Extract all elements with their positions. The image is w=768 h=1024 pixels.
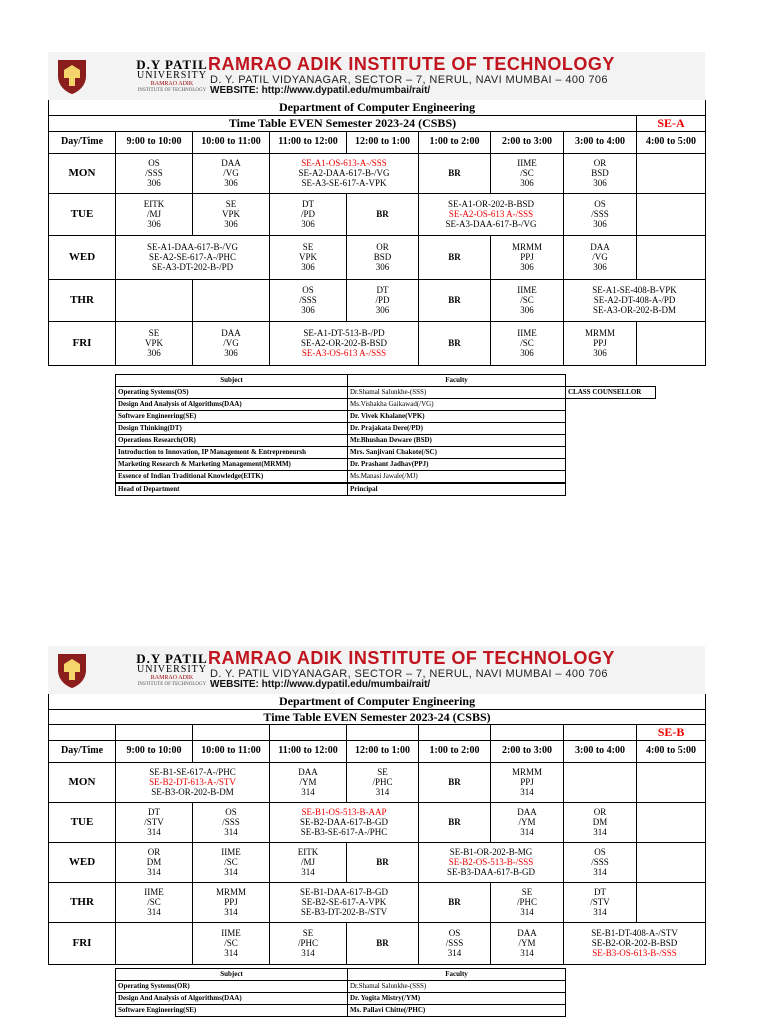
empty-cell — [637, 882, 706, 922]
institute-name: RAMRAO ADIK INSTITUTE OF TECHNOLOGY — [208, 648, 615, 668]
subject-name: Introduction to Innovation, IP Management & Entrepreneursh — [116, 447, 348, 459]
class-cell: DT /PD 306 — [347, 279, 419, 321]
class-cell: OR DM 314 — [116, 842, 193, 882]
section-label: SE-A — [637, 115, 706, 131]
subject-name: Operating Systems(OS) — [116, 387, 348, 399]
timetable-sheet-a — [48, 52, 705, 366]
timetable-grid — [48, 694, 706, 965]
timetable-title: Time Table EVEN Semester 2023-24 (CSBS) — [49, 115, 637, 131]
header-cell: 1:00 to 2:00 — [419, 740, 491, 762]
class-cell: IIME /SC 306 — [491, 321, 564, 365]
university-wordmark: D.Y PATIL UNIVERSITY RAMRAO ADIK INSTITUTE OF TECHNOLOGY — [136, 651, 208, 687]
batch-cell: SE-B1-OR-202-B-MG SE-B2-OS-513-B-/SSS SE-B3-DAA-617-B-GD — [419, 842, 564, 882]
header-cell: 11:00 to 12:00 — [270, 740, 347, 762]
class-cell: OS /SSS 306 — [564, 193, 637, 235]
day-label: WED — [49, 842, 116, 882]
class-cell: OS /SSS 314 — [193, 802, 270, 842]
class-cell: OR BSD 306 — [347, 235, 419, 279]
header-cell: 1:00 to 2:00 — [419, 131, 491, 153]
timetable-title: Time Table EVEN Semester 2023-24 (CSBS) — [49, 709, 706, 724]
batch-cell: SE-B1-DAA-617-B-GD SE-B2-SE-617-A-VPK SE-B3-DT-202-B-/STV — [270, 882, 419, 922]
header-cell: 11:00 to 12:00 — [270, 131, 347, 153]
class-cell: IIME /SC 314 — [116, 882, 193, 922]
class-cell: OS /SSS 314 — [564, 842, 637, 882]
break-cell: BR — [419, 321, 491, 365]
class-cell: SE /PHC 314 — [491, 882, 564, 922]
class-cell: DAA /YM 314 — [270, 762, 347, 802]
university-crest-icon — [52, 650, 92, 690]
class-cell: IIME /SC 314 — [193, 922, 270, 964]
header-cell: 12:00 to 1:00 — [347, 740, 419, 762]
header-cell: 3:00 to 4:00 — [564, 740, 637, 762]
break-cell: BR — [347, 842, 419, 882]
batch-cell: SE-A1-OR-202-B-BSD SE-A2-OS-613 A-/SSS SE-A3-DAA-617-B-/VG — [419, 193, 564, 235]
faculty-name: Ms.Vishakha Gaikawad(/VG) — [348, 399, 566, 411]
institute-banner — [48, 646, 705, 694]
faculty-name: Mrs. Sanjivani Chakote(/SC) — [348, 447, 566, 459]
class-cell: DT /PD 306 — [270, 193, 347, 235]
batch-cell: SE-B1-DT-408-A-/STV SE-B2-OR-202-B-BSD SE-B3-OS-613-B-/SSS — [564, 922, 706, 964]
batch-cell: SE-A1-DT-513-B-/PD SE-A2-OR-202-B-BSD SE-A3-OS-613 A-/SSS — [270, 321, 419, 365]
empty-cell — [116, 279, 193, 321]
subject-name: Design Thinking(DT) — [116, 423, 348, 435]
subject-name: Software Engineering(SE) — [116, 411, 348, 423]
batch-cell: SE-A1-OS-613-A-/SSS SE-A2-DAA-617-B-/VG SE-A3-SE-617-A-VPK — [270, 153, 419, 193]
subject-faculty-table-a — [115, 374, 656, 496]
class-cell: MRMM PPJ 306 — [491, 235, 564, 279]
section-label: SE-B — [637, 724, 706, 740]
header-cell: 4:00 to 5:00 — [637, 131, 706, 153]
subject-header: Subject — [116, 969, 348, 981]
class-cell: MRMM PPJ 314 — [193, 882, 270, 922]
batch-cell: SE-B1-OS-513-B-AAP SE-B2-DAA-617-B-GD SE-B3-SE-617-A-/PHC — [270, 802, 419, 842]
break-cell: BR — [419, 802, 491, 842]
header-cell: 3:00 to 4:00 — [564, 131, 637, 153]
header-cell: 12:00 to 1:00 — [347, 131, 419, 153]
subject-faculty-table-b — [115, 968, 566, 1017]
header-cell: 2:00 to 3:00 — [491, 131, 564, 153]
class-cell: OS /SSS 306 — [116, 153, 193, 193]
class-cell: DAA /VG 306 — [564, 235, 637, 279]
header-cell: Day/Time — [49, 131, 116, 153]
break-cell: BR — [419, 235, 491, 279]
day-label: MON — [49, 762, 116, 802]
batch-cell: SE-A1-DAA-617-B-/VG SE-A2-SE-617-A-/PHC SE-A3-DT-202-B-/PD — [116, 235, 270, 279]
class-cell: SE /PHC 314 — [347, 762, 419, 802]
institute-website: WEBSITE: http://www.dypatil.edu/mumbai/rait/ — [210, 85, 431, 96]
day-label: WED — [49, 235, 116, 279]
empty-cell — [564, 762, 637, 802]
institute-name: RAMRAO ADIK INSTITUTE OF TECHNOLOGY — [208, 54, 615, 74]
class-cell: SE VPK 306 — [270, 235, 347, 279]
break-cell: BR — [419, 762, 491, 802]
principal-label: Principal — [348, 484, 566, 496]
header-cell: 10:00 to 11:00 — [193, 740, 270, 762]
subject-name: Software Engineering(SE) — [116, 1005, 348, 1017]
faculty-name: Dr.Shamal Salunkhe-(SSS) — [348, 387, 566, 399]
subject-name: Design And Analysis of Algorithms(DAA) — [116, 399, 348, 411]
header-cell: 9:00 to 10:00 — [116, 131, 193, 153]
subject-name: Essence of Indian Traditional Knowledge(EITK) — [116, 471, 348, 483]
batch-cell: SE-A1-SE-408-B-VPK SE-A2-DT-408-A-/PD SE-A3-OR-202-B-DM — [564, 279, 706, 321]
day-label: THR — [49, 882, 116, 922]
faculty-name: Dr. Vivek Khalane(VPK) — [348, 411, 566, 423]
day-label: FRI — [49, 922, 116, 964]
empty-cell — [116, 922, 193, 964]
faculty-name: Dr.Shamal Salunkhe-(SSS) — [348, 981, 566, 993]
header-cell: 2:00 to 3:00 — [491, 740, 564, 762]
subject-name: Marketing Research & Marketing Management(MRMM) — [116, 459, 348, 471]
institute-address: D. Y. PATIL VIDYANAGAR, SECTOR – 7, NERUL, NAVI MUMBAI – 400 706 — [210, 668, 608, 680]
subject-name: Operating Systems(OR) — [116, 981, 348, 993]
class-cell: SE VPK 306 — [116, 321, 193, 365]
header-cell: 9:00 to 10:00 — [116, 740, 193, 762]
empty-cell — [637, 842, 706, 882]
day-label: TUE — [49, 193, 116, 235]
department-title: Department of Computer Engineering — [49, 694, 706, 709]
institute-address: D. Y. PATIL VIDYANAGAR, SECTOR – 7, NERUL, NAVI MUMBAI – 400 706 — [210, 74, 608, 86]
university-wordmark: D.Y PATIL UNIVERSITY RAMRAO ADIK INSTITUTE OF TECHNOLOGY — [136, 57, 208, 93]
class-counsellor-label: CLASS COUNSELLOR — [566, 387, 656, 399]
break-cell: BR — [419, 882, 491, 922]
class-cell: IIME /SC 306 — [491, 153, 564, 193]
timetable-sheet-b — [48, 646, 705, 965]
institute-banner — [48, 52, 705, 100]
faculty-name: Ms. Pallavi Chitte(/PHC) — [348, 1005, 566, 1017]
class-cell: SE VPK 306 — [193, 193, 270, 235]
class-cell: DAA /VG 306 — [193, 153, 270, 193]
class-cell: DT /STV 314 — [564, 882, 637, 922]
empty-cell — [637, 153, 706, 193]
faculty-header: Faculty — [348, 375, 566, 387]
class-cell: OR DM 314 — [564, 802, 637, 842]
institute-website: WEBSITE: http://www.dypatil.edu/mumbai/rait/ — [210, 679, 431, 690]
day-label: MON — [49, 153, 116, 193]
class-cell: EITK /MJ 306 — [116, 193, 193, 235]
class-cell: EITK /MJ 314 — [270, 842, 347, 882]
break-cell: BR — [419, 153, 491, 193]
day-label: THR — [49, 279, 116, 321]
faculty-header: Faculty — [348, 969, 566, 981]
class-cell: OS /SSS 314 — [419, 922, 491, 964]
faculty-name: Dr. Prashant Jadhav(PPJ) — [348, 459, 566, 471]
day-label: FRI — [49, 321, 116, 365]
empty-cell — [193, 279, 270, 321]
subject-name: Operations Research(OR) — [116, 435, 348, 447]
class-cell: DAA /YM 314 — [491, 922, 564, 964]
timetable-grid — [48, 100, 706, 366]
faculty-name: Ms.Manasi Jawale(/MJ) — [348, 471, 566, 483]
faculty-name: Dr. Prajakata Dere(/PD) — [348, 423, 566, 435]
class-cell: MRMM PPJ 314 — [491, 762, 564, 802]
class-cell: IIME /SC 314 — [193, 842, 270, 882]
faculty-name: Mr.Bhushan Deware (BSD) — [348, 435, 566, 447]
break-cell: BR — [347, 193, 419, 235]
class-cell: MRMM PPJ 306 — [564, 321, 637, 365]
class-cell: OR BSD 306 — [564, 153, 637, 193]
day-label: TUE — [49, 802, 116, 842]
class-cell: DAA /VG 306 — [193, 321, 270, 365]
empty-cell — [637, 193, 706, 235]
empty-cell — [637, 762, 706, 802]
department-title: Department of Computer Engineering — [49, 100, 706, 115]
faculty-name: Dr. Yogita Mistry(/YM) — [348, 993, 566, 1005]
subject-header: Subject — [116, 375, 348, 387]
empty-cell — [637, 802, 706, 842]
class-cell: SE /PHC 314 — [270, 922, 347, 964]
class-cell: OS /SSS 306 — [270, 279, 347, 321]
class-cell: IIME /SC 306 — [491, 279, 564, 321]
empty-cell — [637, 235, 706, 279]
empty-cell — [637, 321, 706, 365]
class-cell: DT /STV 314 — [116, 802, 193, 842]
class-cell: DAA /YM 314 — [491, 802, 564, 842]
header-cell: Day/Time — [49, 740, 116, 762]
header-cell: 4:00 to 5:00 — [637, 740, 706, 762]
batch-cell: SE-B1-SE-617-A-/PHC SE-B2-DT-613-A-/STV SE-B3-OR-202-B-DM — [116, 762, 270, 802]
header-cell: 10:00 to 11:00 — [193, 131, 270, 153]
subject-name: Design And Analysis of Algorithms(DAA) — [116, 993, 348, 1005]
break-cell: BR — [419, 279, 491, 321]
hod-label: Head of Department — [116, 484, 348, 496]
break-cell: BR — [347, 922, 419, 964]
university-crest-icon — [52, 56, 92, 96]
